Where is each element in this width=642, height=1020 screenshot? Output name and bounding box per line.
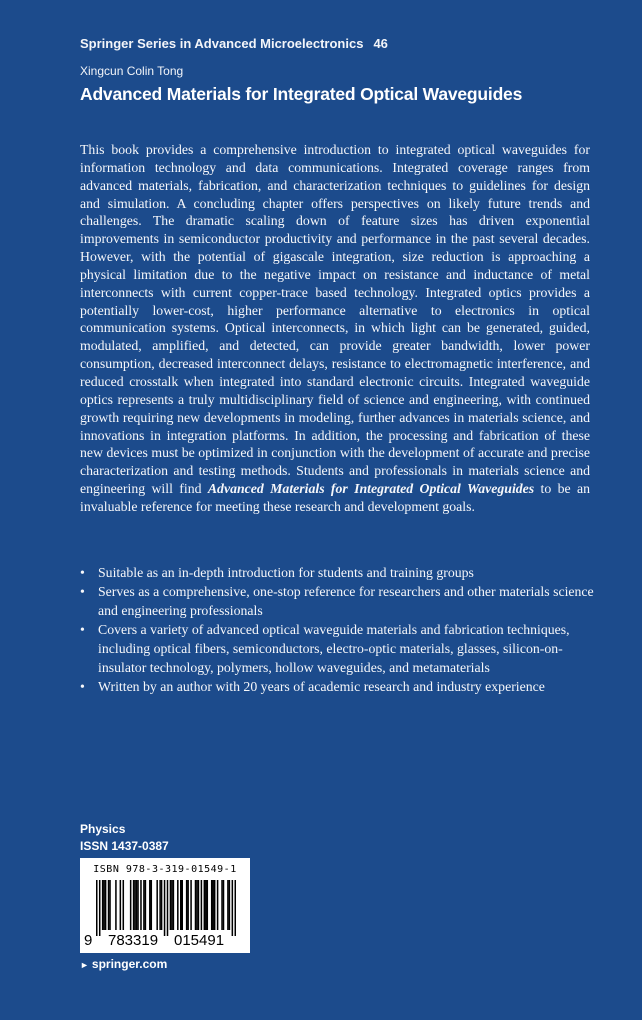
list-item-text: Covers a variety of advanced optical waveguide materials and fabrication techniques, including optical fibers, semiconductors, electro-optic materials, glasses, silicon-on-insulator technology, polymers, hollow waveguides, and metamaterials (98, 622, 570, 675)
barcode-bar (143, 880, 145, 930)
description-text-before: This book provides a comprehensive introduction to integrated optical waveguides for information technology and data communications. Integrated coverage ranges from advanced materials, fabrication, and characterization techniques to guidelines for design and simulation. A concluding chapter offers perspectives on likely future trends and challenges. The dramatic scaling down of feature sizes has driven exponential improvements in semiconductor productivity and performance in the past several decades. However, with the potential of gigascale integration, size reduction is approaching a physical limitation due to the negative impact on resistance and inductance of metal interconnects with current copper-trace based technology. Integrated optics provides a potentially lower-cost, higher performance alternative to electronics in optical communication systems. Optical interconnects, in which light can be generated, guided, modulated, amplified, and detected, can provide greater bandwidth, lower power consumption, decreased interconnect delays, resistance to electromagnetic interference, and reduced crosstalk when integrated into standard electronic circuits. Integrated waveguide optics represents a truly multidisciplinary field of science and engineering, with continued growth requiring new developments in modeling, further advances in materials science, and innovations in integration platforms. In addition, the processing and fabrication of these new devices must be optimized in conjunction with the development of accurate and precise characterization and testing methods. Students and professionals in materials science and engineering will find (80, 142, 590, 497)
series-number: 46 (373, 36, 388, 51)
barcode-bar (198, 880, 200, 930)
barcode-bar (221, 880, 223, 930)
barcode-bar (164, 880, 166, 936)
website-label: springer.com (91, 957, 168, 971)
list-item-text: Suitable as an in-depth introduction for students and training groups (98, 565, 474, 580)
barcode-bar (156, 880, 158, 930)
barcode-bar (96, 880, 98, 936)
barcode-bar (109, 880, 111, 930)
list-item-text: Serves as a comprehensive, one-stop reference for researchers and other materials science and engineering professionals (98, 584, 594, 618)
barcode-bar (120, 880, 122, 930)
barcode-digits-group2: 015491 (174, 932, 225, 949)
barcode-digit-first: 9 (84, 932, 93, 949)
list-item (80, 677, 600, 696)
book-description (80, 141, 590, 516)
barcode-bar (205, 880, 207, 930)
feature-list (80, 563, 600, 696)
barcode-bar (217, 880, 219, 930)
barcode-bar (145, 880, 147, 930)
barcode-bar (177, 880, 179, 930)
barcode-digits-group1: 783319 (108, 932, 159, 949)
barcode-bar (140, 880, 142, 930)
author-name: Xingcun Colin Tong (80, 64, 184, 78)
website-link[interactable] (80, 957, 167, 971)
barcode-bar (103, 880, 105, 930)
barcode-bar (161, 880, 163, 930)
barcode-bar (190, 880, 192, 930)
barcode-bar (181, 880, 183, 930)
barcode-bar (108, 880, 110, 930)
bullet-icon: • (80, 565, 85, 580)
bullet-icon: • (80, 584, 85, 599)
isbn-label: ISBN 978-3-319-01549-1 (93, 864, 237, 875)
barcode-bar (115, 880, 117, 930)
barcode (80, 858, 250, 953)
barcode-bar (170, 880, 172, 930)
series-name: Springer Series in Advanced Microelectronics (80, 36, 364, 51)
barcode-bar (136, 880, 138, 930)
barcode-bar (171, 880, 173, 930)
barcode-bar (173, 880, 175, 930)
barcode-bar (151, 880, 153, 930)
barcode-bar (196, 880, 198, 930)
barcode-bar (229, 880, 231, 930)
list-item (80, 563, 600, 582)
barcode-bars-icon (96, 880, 236, 936)
bullet-icon: • (80, 622, 85, 637)
barcode-bar (105, 880, 107, 930)
barcode-bar (137, 880, 139, 930)
barcode-bar (212, 880, 214, 930)
list-item (80, 582, 600, 620)
barcode-bar (232, 880, 234, 936)
issn-label: ISSN 1437-0387 (80, 839, 169, 853)
barcode-bar (123, 880, 125, 930)
barcode-bar (201, 880, 203, 930)
book-title: Advanced Materials for Integrated Optical Waveguides (80, 84, 523, 104)
description-text-after: to be an invaluable reference for meeting these research and development goals. (80, 481, 590, 514)
barcode-bar (227, 880, 229, 930)
description-italic-title: Advanced Materials for Integrated Optical Waveguides (207, 481, 535, 497)
barcode-bar (133, 880, 135, 930)
barcode-bar (223, 880, 225, 930)
barcode-bar (204, 880, 206, 930)
arrow-right-icon: ► (80, 960, 89, 970)
barcode-bar (207, 880, 209, 930)
barcode-bar (214, 880, 216, 930)
barcode-bar (159, 880, 161, 930)
barcode-bar (187, 880, 189, 930)
barcode-bar (235, 880, 236, 936)
barcode-bar (180, 880, 182, 930)
barcode-bar (195, 880, 197, 930)
series-line (80, 36, 388, 51)
list-item (80, 620, 600, 677)
barcode-bar (99, 880, 101, 936)
list-item-text: Written by an author with 20 years of academic research and industry experience (98, 679, 545, 694)
barcode-bar (186, 880, 188, 930)
barcode-bar (149, 880, 151, 930)
barcode-bar (130, 880, 132, 930)
barcode-bar (211, 880, 213, 930)
subject-label: Physics (80, 822, 126, 836)
barcode-bar (102, 880, 104, 930)
barcode-bar (167, 880, 169, 936)
bullet-icon: • (80, 679, 85, 694)
barcode-bar (134, 880, 136, 930)
